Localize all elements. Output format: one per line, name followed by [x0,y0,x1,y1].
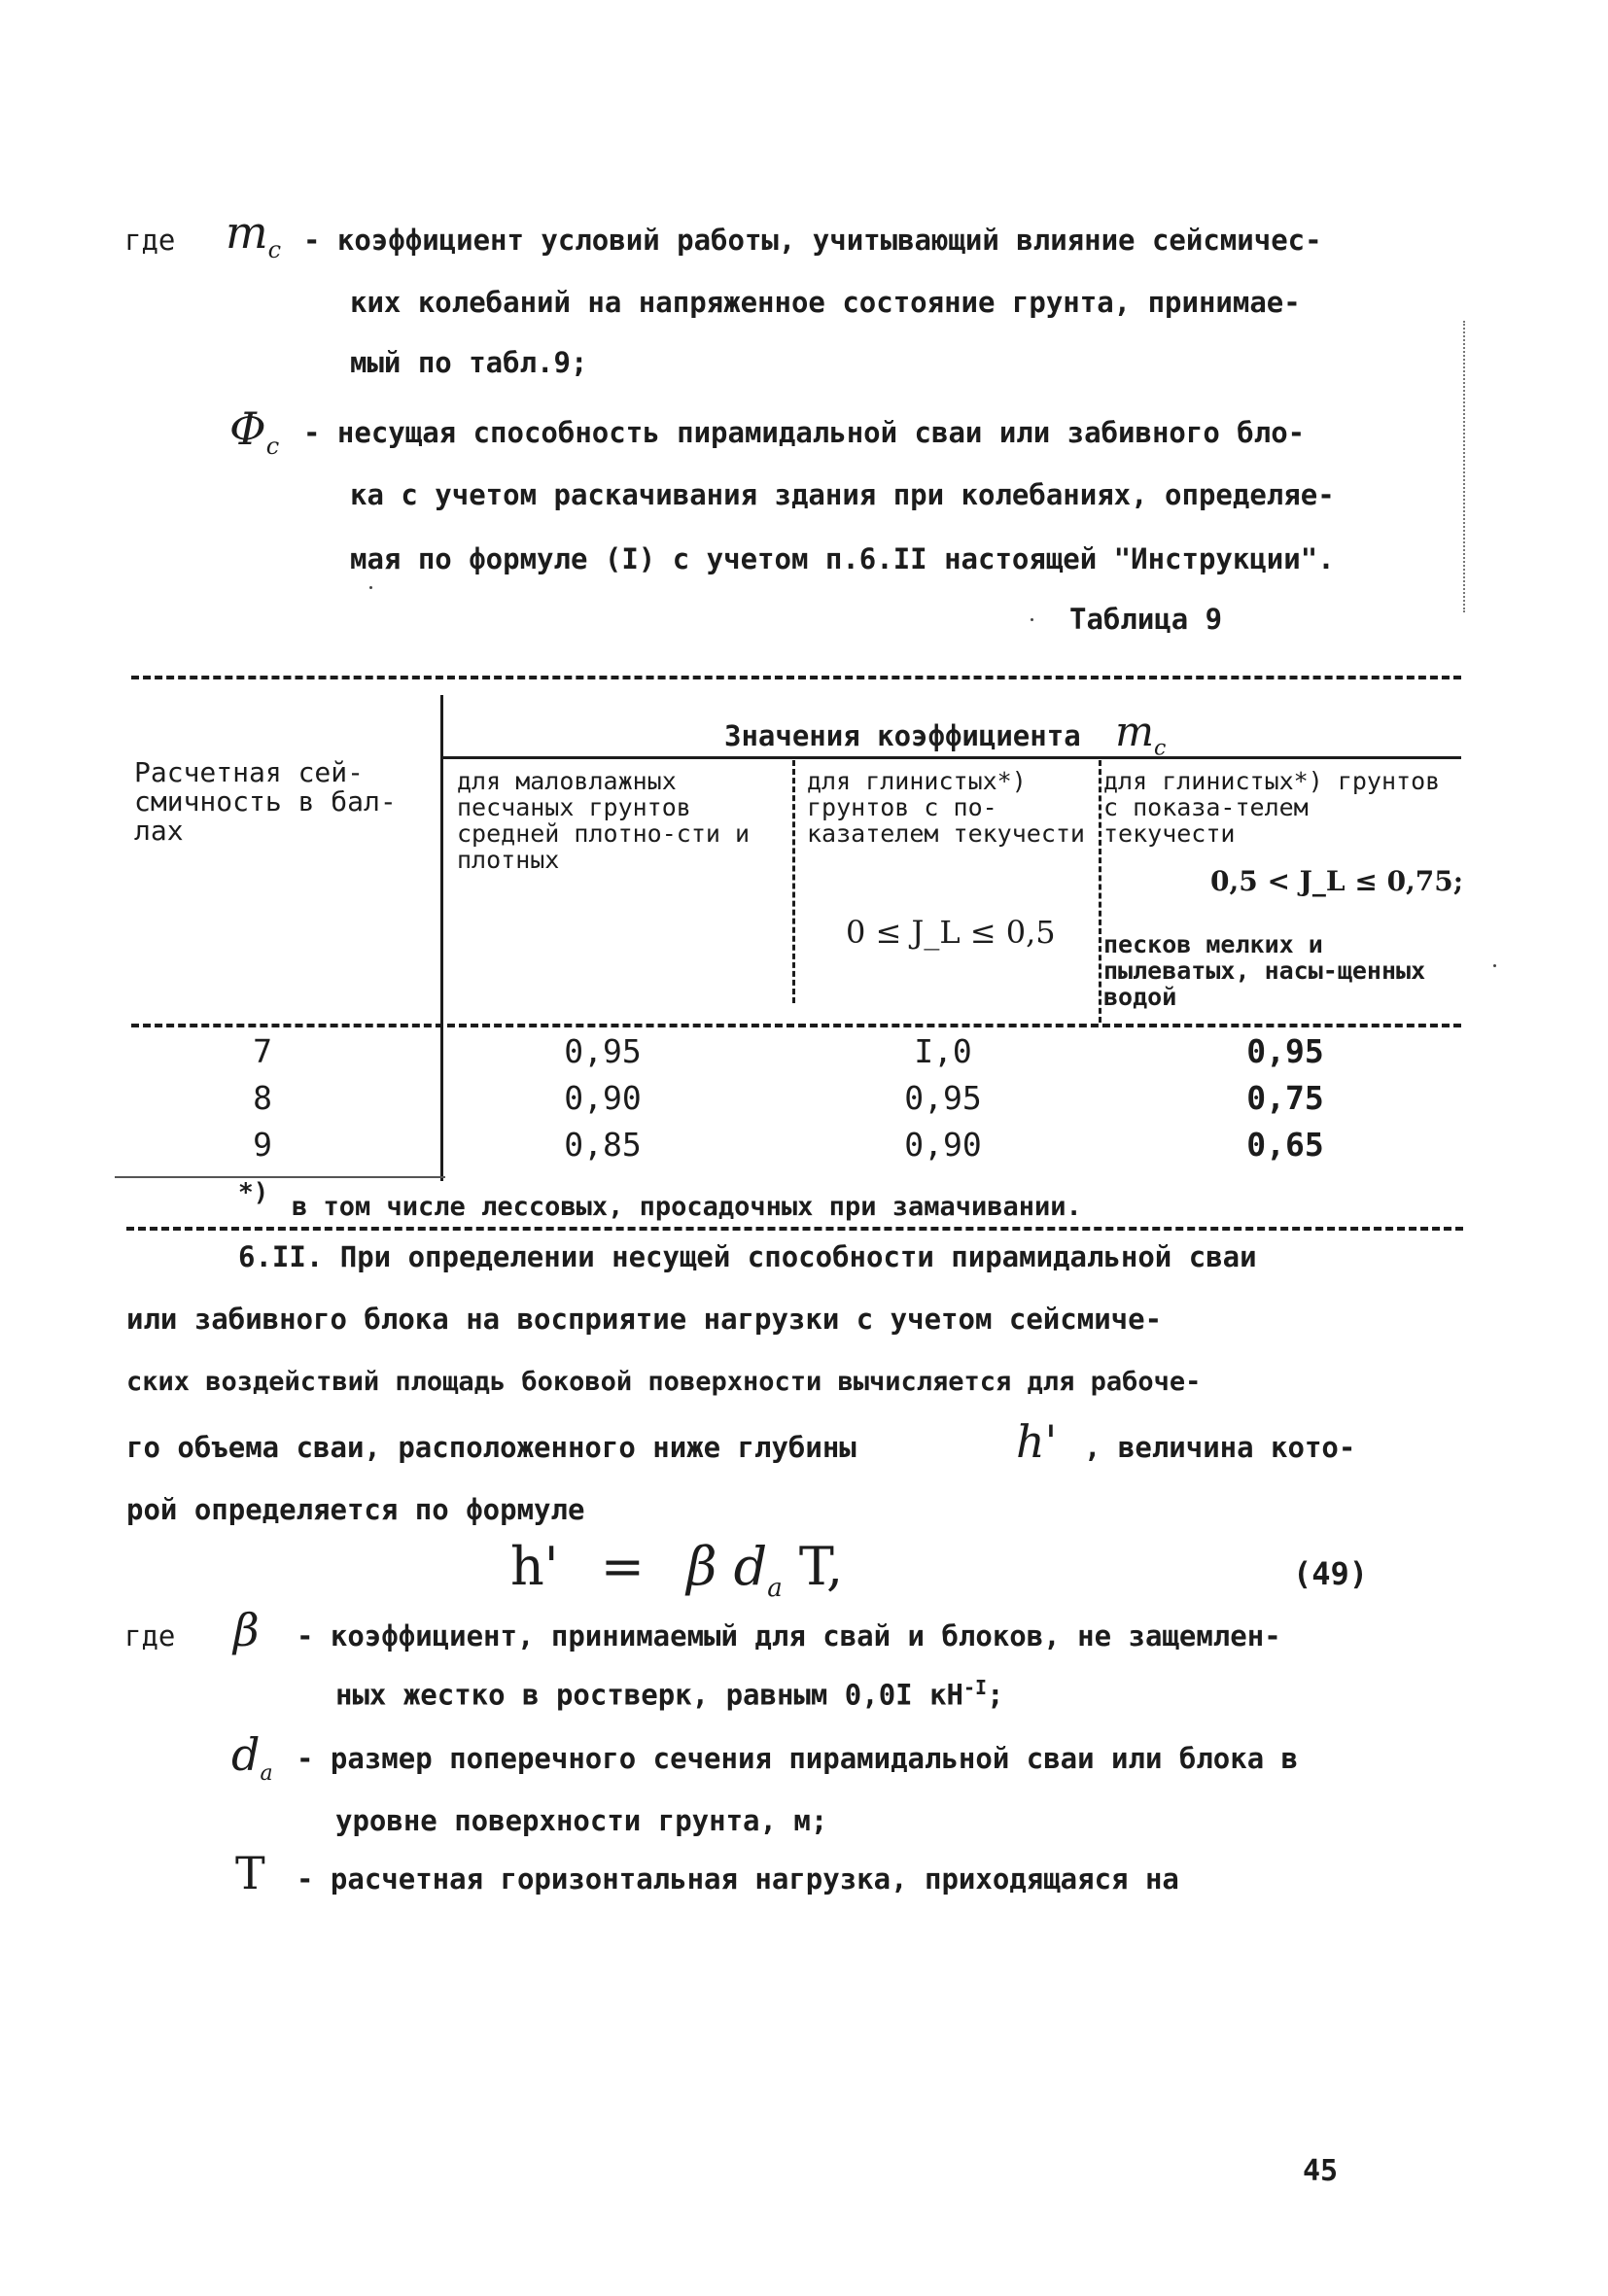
table-row-9-col3: 0,65 [1246,1126,1324,1164]
formula-beta: β [686,1536,717,1597]
table-bottom-border [126,1227,1463,1231]
group-header-underline [442,756,1461,759]
group-header: Значения коэффициента $m_c$ [724,708,1167,761]
formula-comma: , [825,1536,844,1597]
paragraph-line4: го объема сваи, расположенного ниже глубины [126,1431,856,1464]
footnote-separator [115,1176,445,1178]
phi-c-definition-line1: - несущая способность пирамидальной сваи или забивного бло- [303,416,1306,449]
m-c-symbol: $m_c$ [226,206,282,264]
column-divider-1 [792,760,795,1003]
table-row-8-col3: 0,75 [1246,1079,1324,1117]
table-header-bottom-border [131,1024,1461,1027]
table-row-8-seismicity: 8 [253,1079,272,1117]
column-3-extra: песков мелких и пылеватых, насы-щенных водой [1103,930,1426,1011]
table-row-9-col2: 0,90 [904,1126,982,1164]
formula-49 [510,1536,843,1603]
footnote-mark: *) [238,1178,269,1207]
table-row-7-col1: 0,95 [564,1032,642,1070]
column-2-condition: 0 ≤ J_L ≤ 0,5 [846,914,1056,951]
footnote-text: в том числе лессовых, просадочных при замачивании. [292,1192,1082,1222]
table-row-8-col2: 0,95 [904,1079,982,1117]
paragraph-line1: 6.II. При определении несущей способности пирамидальной сваи [238,1240,1257,1273]
column-divider-2 [1099,760,1101,1023]
table-first-column-divider [440,695,443,1181]
phi-c-symbol: $\Phi_c$ [229,402,280,461]
m-c-definition-line1: - коэффициент условий работы, учитывающий влияние сейсмичес- [303,224,1322,257]
column-3-condition: 0,5 < J_L ≤ 0,75; [1210,865,1464,897]
row-header: Расчетная сей-смичность в бал-лах [134,756,397,847]
column-header-2: для глинистых*) грунтов с по-казателем текучести [807,767,1085,848]
table-top-border [131,676,1461,679]
table-row-9-seismicity: 9 [253,1126,272,1164]
d-a-definition-line1: - размер поперечного сечения пирамидальной сваи или блока в [297,1742,1299,1775]
beta-definition-line2: ных жестко в ростверк, равным 0,0I $кН^{-I}$; [335,1676,1004,1712]
column-header-3: для глинистых*) грунтов с показа-телем текучести [1103,767,1441,848]
table-row-7-col3: 0,95 [1246,1032,1324,1070]
table-row-8-col1: 0,90 [564,1079,642,1117]
d-a-symbol: $d_a$ [231,1728,273,1787]
paragraph-line5: рой определяется по формуле [126,1493,585,1526]
paragraph-line2: или забивного блока на восприятие нагрузки с учетом сейсмиче- [126,1303,1163,1336]
t-symbol: T [235,1847,265,1899]
t-definition-line1: - расчетная горизонтальная нагрузка, приходящаяся на [297,1862,1179,1896]
table-caption: Таблица 9 [1069,603,1223,636]
table-row-9-col1: 0,85 [564,1126,642,1164]
scan-speck [1493,964,1496,967]
scan-edge-artifact [1463,321,1469,612]
table-row-7-col2: I,0 [914,1032,972,1070]
h-prime-symbol: h' [1016,1415,1058,1468]
phi-c-definition-line3: мая по формуле (I) с учетом п.6.II настоящей "Инструкции". [350,542,1335,575]
table-row-7-seismicity: 7 [253,1032,272,1070]
d-a-definition-line2: уровне поверхности грунта, м; [335,1804,828,1837]
where-label: где [124,224,176,257]
formula-number: (49) [1293,1555,1369,1592]
m-c-definition-line2: ких колебаний на напряженное состояние грунта, принимае- [350,286,1301,319]
beta-symbol: β [233,1604,260,1656]
m-c-definition-line3: мый по табл.9; [350,346,588,379]
where-label-2: где [124,1619,176,1652]
page-number: 45 [1303,2154,1339,2188]
scan-speck [1031,618,1033,621]
phi-c-definition-line2: ка с учетом раскачивания здания при колебаниях, определяе- [350,478,1335,511]
scan-speck [369,586,372,589]
column-header-1: для маловлажных песчаных грунтов средней плотно-сти и плотных [457,767,751,874]
beta-definition-line1: - коэффициент, принимаемый для свай и блоков, не защемлен- [297,1619,1281,1652]
formula-lhs: h' [510,1536,559,1597]
formula-d: $d_a$ [733,1536,783,1603]
paragraph-line4-end: , величина кото- [1084,1431,1356,1464]
formula-t: T [798,1536,826,1597]
formula-equals: = [600,1536,646,1597]
paragraph-line3: ских воздействий площадь боковой поверхности вычисляется для рабоче- [126,1367,1202,1397]
